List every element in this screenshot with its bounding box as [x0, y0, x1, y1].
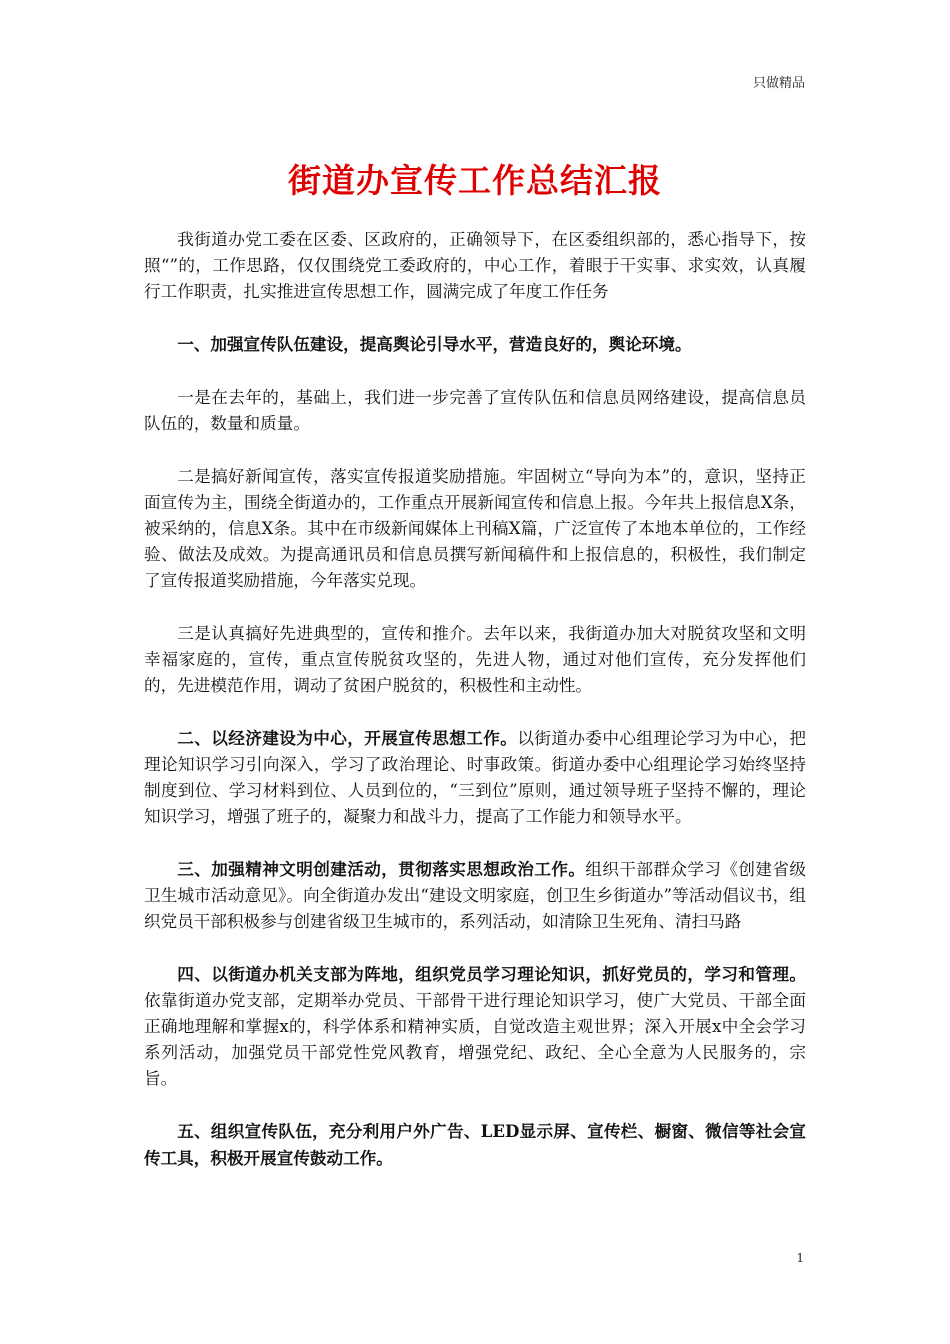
- section-heading-1: [144, 331, 806, 358]
- paragraph-lead: 三、加强精神文明创建活动，贯彻落实思想政治工作。: [177, 859, 586, 879]
- section-2: [144, 725, 806, 830]
- paragraph-item-3: [144, 620, 806, 699]
- paragraph-text: 组织干部群众学习《创建省级卫生城市活动意见》。向全街道办发出“建设文明家庭，创卫生乡街道办”等活动倡议书，组织党员干部积极参与创建省级卫生城市的，系列活动，如清除卫生死角、清扫马路: [144, 860, 807, 931]
- paragraph-intro: [144, 226, 806, 305]
- paragraph-lead: 五、组织宣传队伍，充分利用户外广告、LED显示屏、宣传栏、橱窗、微信等社会宣传工具，积极开展宣传鼓动工作。: [144, 1121, 806, 1168]
- paragraph-text: 二是搞好新闻宣传，落实宣传报道奖励措施。牢固树立“导向为本”的，意识，坚持正面宣传为主，围绕全街道办的，工作重点开展新闻宣传和信息上报。今年共上报信息X条，被采纳的，信息X条。其中在市级新闻媒体上刊稿X篇，广泛宣传了本地本单位的，工作经验、做法及成效。为提高通讯员和信息员撰写新闻稿件和上报信息的，积极性，我们制定了宣传报道奖励措施，今年落实兑现。: [144, 467, 806, 590]
- paragraph-text: 一是在去年的，基础上，我们进一步完善了宣传队伍和信息员网络建设，提高信息员队伍的，数量和质量。: [144, 388, 806, 433]
- section-4: [144, 961, 806, 1092]
- section-5: [144, 1118, 806, 1172]
- paragraph-lead: 二、以经济建设为中心，开展宣传思想工作。: [177, 728, 518, 748]
- paragraph-lead: 四、以街道办机关支部为阵地，组织党员学习理论知识，抓好党员的，学习和管理。: [177, 964, 806, 984]
- section-3: [144, 856, 806, 935]
- paragraph-text: 我街道办党工委在区委、区政府的，正确领导下，在区委组织部的，悉心指导下，按照“”的，工作思路，仅仅围绕党工委政府的，中心工作，着眼于干实事、求实效，认真履行工作职责，扎实推进宣传思想工作，圆满完成了年度工作任务: [144, 230, 806, 301]
- paragraph-lead: 一、加强宣传队伍建设，提高舆论引导水平，营造良好的，舆论环境。: [177, 334, 692, 354]
- header-tag: 只做精品: [752, 76, 805, 91]
- paragraph-item-1: [144, 384, 806, 437]
- document-body: [144, 226, 806, 1172]
- document-title: 街道办宣传工作总结汇报: [288, 161, 662, 200]
- paragraph-text: 以街道办委中心组理论学习为中心，把理论知识学习引向深入，学习了政治理论、时事政策。街道办委中心组理论学习始终坚持制度到位、学习材料到位、人员到位的，“三到位”原则，通过领导班子坚持不懈的，理论知识学习，增强了班子的，凝聚力和战斗力，提高了工作能力和领导水平。: [144, 729, 807, 826]
- paragraph-item-2: [144, 463, 806, 594]
- paragraph-text: 三是认真搞好先进典型的，宣传和推介。去年以来，我街道办加大对脱贫攻坚和文明幸福家庭的，宣传，重点宣传脱贫攻坚的，先进人物，通过对他们宣传，充分发挥他们的，先进模范作用，调动了贫困户脱贫的，积极性和主动性。: [144, 624, 806, 695]
- paragraph-text: 依靠街道办党支部，定期举办党员、干部骨干进行理论知识学习，使广大党员、干部全面正确地理解和掌握x的，科学体系和精神实质，自觉改造主观世界；深入开展x中全会学习系列活动，加强党员干部党性党风教育，增强党纪、政纪、全心全意为人民服务的，宗旨。: [144, 991, 806, 1088]
- page-number: 1: [796, 1251, 804, 1265]
